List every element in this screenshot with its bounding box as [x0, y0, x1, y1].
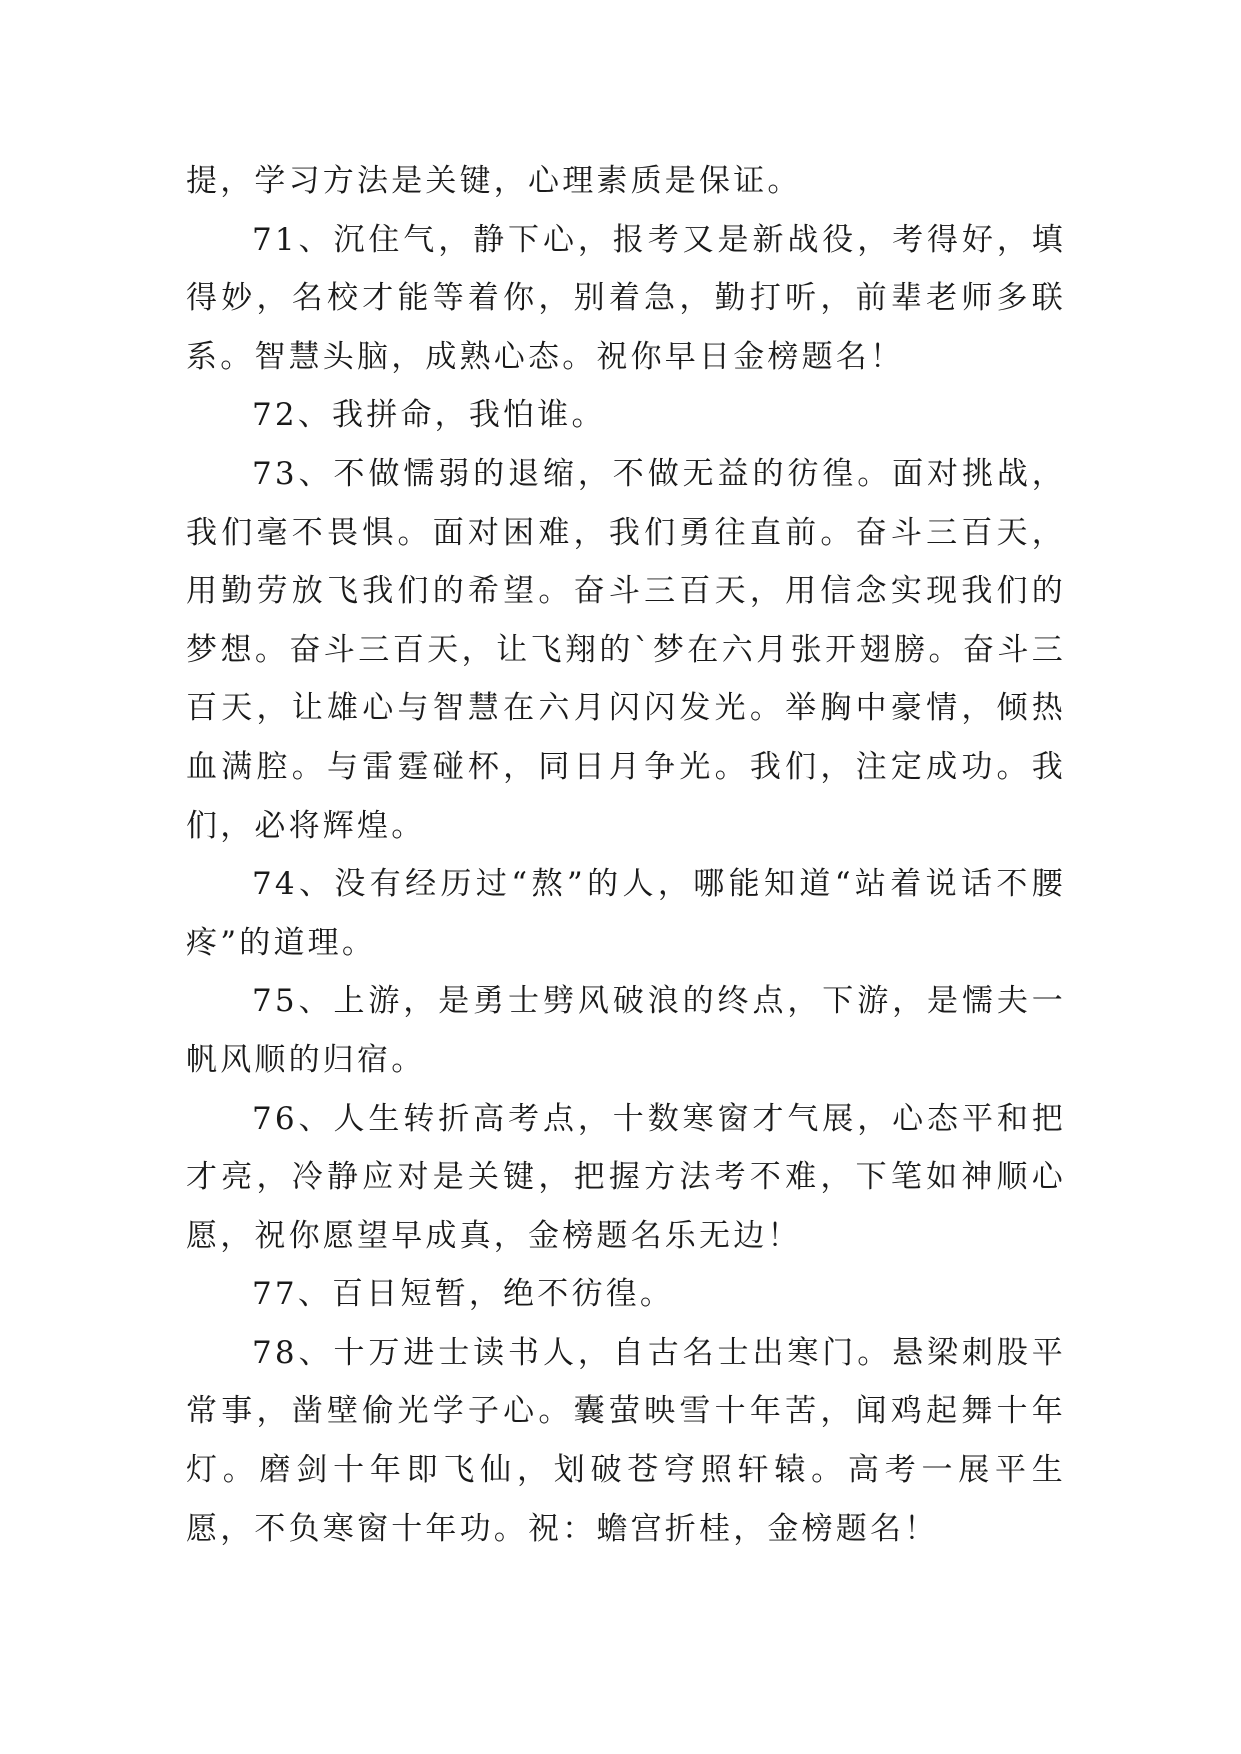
paragraph-78: 78、十万进士读书人，自古名士出寒门。悬梁刺股平常事，凿壁偷光学子心。囊萤映雪十年苦，闻鸡起舞十年灯。磨剑十年即飞仙，划破苍穹照轩辕。高考一展平生愿，不负寒窗十年功。祝：蟾宫折桂，金榜题名！: [186, 1334, 1066, 1547]
paragraph-71: 71、沉住气，静下心，报考又是新战役，考得好，填得妙，名校才能等着你，别着急，勤打听，前辈老师多联系。智慧头脑，成熟心态。祝你早日金榜题名！: [186, 221, 1066, 375]
paragraph-77: 77、百日短暂，绝不彷徨。: [252, 1276, 675, 1313]
paragraph-70-continuation: 提，学习方法是关键，心理素质是保证。: [186, 163, 802, 199]
paragraph-76: 76、人生转折高考点，十数寒窗才气展，心态平和把才亮，冷静应对是关键，把握方法考不难，下笔如神顺心愿，祝你愿望早成真，金榜题名乐无边！: [186, 1100, 1066, 1254]
paragraph-73: 73、不做懦弱的退缩，不做无益的彷徨。面对挑战，我们毫不畏惧。面对困难，我们勇往直前。奋斗三百天，用勤劳放飞我们的希望。奋斗三百天，用信念实现我们的梦想。奋斗三百天，让飞翔的`梦在六月张开翅膀。奋斗三百天，让雄心与智慧在六月闪闪发光。举胸中豪情，倾热血满腔。与雷霆碰杯，同日月争光。我们，注定成功。我们，必将辉煌。: [186, 455, 1066, 844]
paragraph-72: 72、我拼命，我怕谁。: [252, 397, 606, 434]
paragraph-74: 74、没有经历过“熬”的人，哪能知道“站着说话不腰疼”的道理。: [186, 866, 1066, 961]
document-body: [186, 152, 1066, 1558]
paragraph-75: 75、上游，是勇士劈风破浪的终点，下游，是懦夫一帆风顺的归宿。: [186, 983, 1066, 1078]
